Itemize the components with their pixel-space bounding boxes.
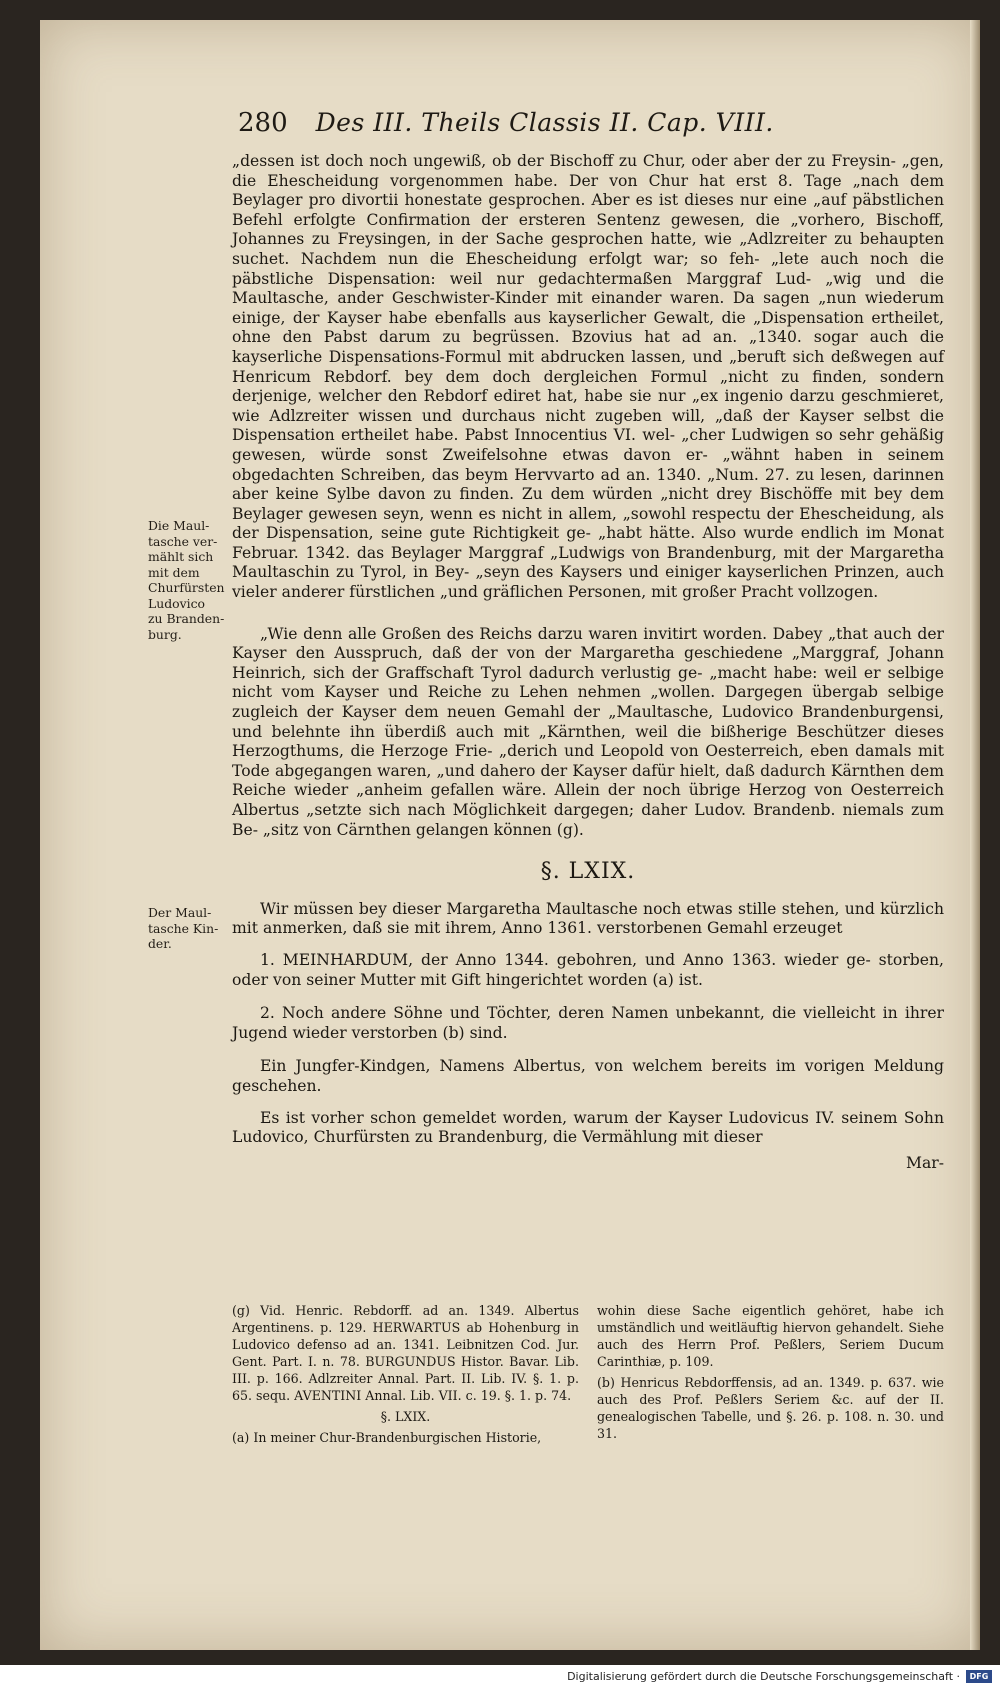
credit-text: Digitalisierung gefördert durch die Deutsche Forschungsgemeinschaft · bbox=[567, 1670, 960, 1683]
margin-note-line: Der Maul- bbox=[148, 905, 212, 920]
margin-note-line: der. bbox=[148, 936, 172, 951]
intro-paragraph: Wir müssen bey dieser Margaretha Maultasche noch etwas stille stehen, und kürzlich mit anmerken, daß sie mit ihrem, Anno 1361. verstorbenen Gemahl erzeuget bbox=[232, 899, 944, 938]
margin-note-line: Ludovico bbox=[148, 595, 205, 611]
footnote: §. LXIX. bbox=[380, 1409, 431, 1424]
margin-note-line: tasche Kin- bbox=[148, 920, 219, 936]
footnote: (a) In meiner Chur-Brandenburgischen Historie, bbox=[232, 1430, 542, 1445]
running-head: Des III. Theils Classis II. Cap. VIII. bbox=[315, 108, 774, 137]
margin-note-line: Churfürsten bbox=[148, 580, 225, 595]
list-item: 2. Noch andere Söhne und Töchter, deren Namen unbekannt, die vielleicht in ihrer Jugend wieder verstorben (b) sind. bbox=[232, 1004, 944, 1042]
footnote: wohin diese Sache eigentlich gehöret, habe ich umständlich und weitläuftig hiervon gehandelt. Siehe auch des Herrn Prof. Peßlers, Seriem Ducum Carinthiæ, p. 109. bbox=[597, 1303, 944, 1369]
list-item: 1. MEINHARDUM, der Anno 1344. gebohren, und Anno 1363. wieder ge- storben, oder von seiner Mutter mit Gift hingerichtet worden (a) ist. bbox=[232, 950, 944, 989]
footnote: (b) Henricus Rebdorffensis, ad an. 1349. p. 637. wie auch des Prof. Peßlers Seriem &c. auf der II. genealogischen Tabelle, und §. 26. p. 108. n. 30. und 31. bbox=[597, 1375, 944, 1441]
closing-paragraph: Es ist vorher schon gemeldet worden, warum der Kayser Ludovicus IV. seinem Sohn Ludovico, Churfürsten zu Brandenburg, die Vermählung mit dieser bbox=[232, 1108, 944, 1147]
margin-note-line: burg. bbox=[148, 626, 182, 642]
margin-note-line: mit dem bbox=[148, 564, 200, 580]
margin-note-line: mählt sich bbox=[148, 549, 214, 564]
footnotes-right-column bbox=[597, 1302, 944, 1450]
page-header bbox=[238, 108, 798, 138]
quote-paragraph-2: „Wie denn alle Großen des Reichs darzu waren invitirt worden. Dabey „that auch der Kayser den Ausspruch, daß der von der Margaretha geschiedene „Marggraf, Johann Heinrich, sich der Graffschaft Tyrol dadurch verlustig ge- „macht habe: weil er selbige nicht vom Kayser und Reiche zu Lehen nehmen „wollen. Dargegen übergab selbige zugleich der Kayser dem neuen Gemahl der „Maultasche, Ludovico Brandenburgensi, und belehnte ihn überdiß auch mit „Kärnthen, weil die bißherige Beschützer dieses Herzogthums, die Herzoge Frie- „derich und Leopold von Oesterreich, eben damals mit Tode abgegangen waren, „und dahero der Kayser dafür hielt, daß dadurch Kärnthen dem Reiche wieder „anheim gefallen wäre. Allein der noch übrige Herzog von Oesterreich Albertus „setzte sich nach Möglichkeit dargegen; daher Ludov. Brandenb. niemals zum Be- „sitz von Cärnthen gelangen können (g). bbox=[232, 624, 944, 839]
margin-note-line: tasche ver- bbox=[148, 533, 218, 549]
margin-note-children bbox=[148, 905, 226, 952]
dfg-logo-icon: DFG bbox=[966, 1670, 992, 1683]
page-right-edge bbox=[970, 20, 980, 1650]
margin-note-marriage bbox=[148, 518, 226, 642]
margin-note-line: zu Branden- bbox=[148, 611, 225, 626]
footnotes-left-column bbox=[232, 1302, 579, 1450]
catchword: Mar- bbox=[906, 1153, 944, 1172]
main-text bbox=[232, 152, 944, 1173]
page-number: 280 bbox=[238, 108, 288, 138]
jungfer-paragraph: Ein Jungfer-Kindgen, Namens Albertus, von welchem bereits im vorigen Meldung geschehen. bbox=[232, 1057, 944, 1095]
quote-paragraph-1: „dessen ist doch noch ungewiß, ob der Bischoff zu Chur, oder aber der zu Freysin- „gen, die Ehescheidung vorgenommen habe. Der von Chur hat erst 8. Tage „nach dem Beylager pro divortii honestate gesprochen. Aber es ist dieses nur eine „auf päbstlichen Befehl erfolgte Confirmation der ersteren Sentenz gewesen, die „vorhero, Bischoff, Johannes zu Freysingen, in der Sache gesprochen hatte, wie „Adlzreiter zu behaupten suchet. Nachdem nun die Ehescheidung erfolgt war; so feh- „lete auch noch die päbstliche Dispensation: weil nur gedachtermaßen Marggraf Lud- „wig und die Maultasche, ander Geschwister-Kinder mit einander waren. Da sagen „nun wiederum einige, der Kayser habe ebenfalls aus kayserlicher Gewalt, die „Dispensation ertheilet, ohne den Pabst darum zu begrüssen. Bzovius hat ad an. „1340. sogar auch die kayserliche Dispensations-Formul mit abdrucken lassen, und „beruft sich deßwegen auf Henricum Rebdorf. bey dem doch dergleichen Formul „nicht zu finden, sondern derjenige, welcher den Rebdorf ediret hat, habe sie nur „ex ingenio darzu geschmieret, wie Adlzreiter wissen und durchaus nicht zugeben will, „daß der Kayser selbst die Dispensation ertheilet habe. Pabst Innocentius VI. wel- „cher Ludwigen so sehr gehäßig gewesen, würde sonst Zweifelsohne etwas davon er- „wähnt haben in seinem obgedachten Schreiben, das beym Hervvarto ad an. 1340. „Num. 27. zu lesen, darinnen aber keine Sylbe davon zu finden. Zu dem würden „nicht drey Bischöffe mit bey dem Beylager gewesen seyn, wenn es nicht in allem, „sowohl respectu der Ehescheidung, als der Dispensation, seine gute Richtigkeit ge- „habt hätte. Also wurde endlich im Monat Februar. 1342. das Beylager Marggraf „Ludwigs von Brandenburg, mit der Margaretha Maultaschin zu Tyrol, in Bey- „seyn des Kaysers und einiger kayserlichen Prinzen, auch vieler anderer fürstlichen „und gräflichen Personen, mit großer Pracht vollzogen. bbox=[232, 152, 944, 602]
margin-note-line: Die Maul- bbox=[148, 518, 210, 533]
section-heading: §. LXIX. bbox=[540, 859, 636, 885]
footnotes bbox=[232, 1302, 944, 1450]
digitization-credit-bar bbox=[0, 1665, 1000, 1688]
footnote: (g) Vid. Henric. Rebdorff. ad an. 1349. Albertus Argentinens. p. 129. HERWARTUS ab Hohenburg in Ludovico defenso ad an. 1341. Leibnitzen Cod. Jur. Gent. Part. I. n. 78. BURGUNDUS Histor. Bavar. Lib. III. p. 166. Adlzreiter Annal. Part. II. Lib. IV. §. 1. p. 65. sequ. AVENTINI Annal. Lib. VII. c. 19. §. 1. p. 74. bbox=[232, 1303, 579, 1403]
